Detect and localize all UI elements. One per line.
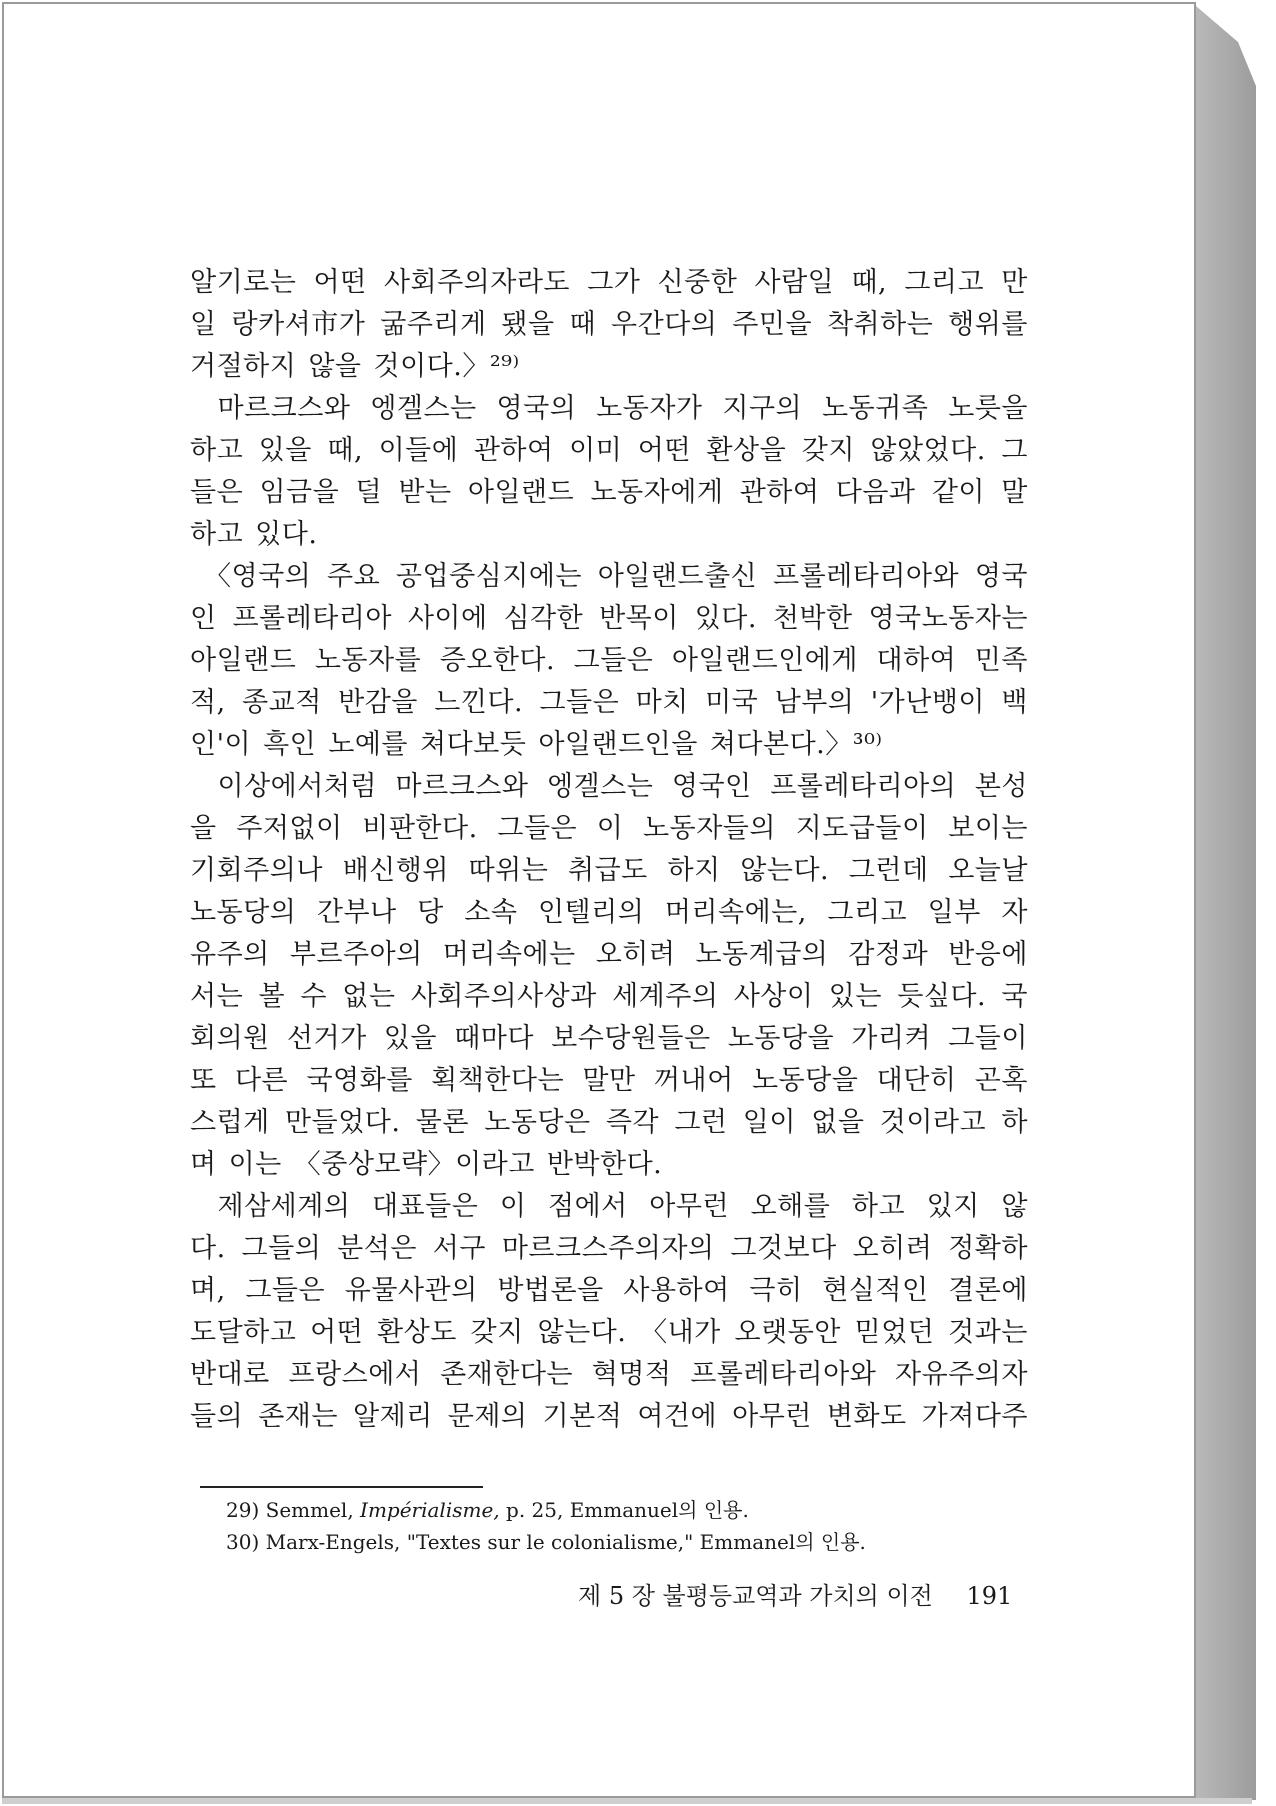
word: 미국 <box>705 687 759 718</box>
word: 아일랜드출신 <box>597 561 758 592</box>
word: 자유주의자 <box>895 1359 1028 1390</box>
word: 쳐다본다.〉³⁰⁾ <box>709 729 883 760</box>
word: 그리고 <box>827 897 908 928</box>
text-line <box>190 892 1028 934</box>
word: 사회주의사상과 <box>410 981 597 1012</box>
word: 관하여 <box>739 477 820 508</box>
text-line <box>190 976 1028 1018</box>
footnote-text: p. 25, Emmanuel의 인용. <box>506 1498 749 1522</box>
text-line <box>190 1354 1028 1396</box>
word: 민족 <box>974 645 1028 676</box>
word: 때, <box>851 267 888 298</box>
word: 일부 <box>927 897 981 928</box>
word: 꺼내어 <box>653 1065 734 1096</box>
word: 흑인 <box>263 729 317 760</box>
word: 이상에서처럼 <box>190 771 377 802</box>
word: 노동당의 <box>190 897 297 928</box>
word: 정확하 <box>948 1233 1028 1264</box>
word: 변화도 <box>826 1401 907 1432</box>
word: 주요 <box>327 561 381 592</box>
word: 없을 <box>811 1107 865 1138</box>
text-line <box>190 598 1028 640</box>
word: 노동계급의 <box>695 939 829 970</box>
word: 없는 <box>342 981 396 1012</box>
word: 듯싶다. <box>897 981 987 1012</box>
word: 사회주의자라도 <box>383 267 570 298</box>
word: 하 <box>1001 1107 1028 1138</box>
word: 만들었다. <box>285 1107 401 1138</box>
text-line <box>190 514 1028 556</box>
word: 을 <box>190 813 217 844</box>
word: 일이 <box>742 1107 796 1138</box>
word: 노동자들의 <box>643 813 776 844</box>
word: 않는다. <box>537 1317 627 1348</box>
word: 스럽게 <box>190 1107 270 1138</box>
word: 어떤 <box>313 267 367 298</box>
word: 것이다.〉²⁹⁾ <box>373 351 520 382</box>
word: 대표들은 <box>371 1191 479 1222</box>
word: 그들은 <box>245 1275 326 1306</box>
word: 않 <box>1001 1191 1028 1222</box>
word: 오히려 <box>595 939 676 970</box>
word: 인텔리의 <box>537 897 645 928</box>
word: 프롤레타리아 <box>232 603 392 634</box>
word: 주민을 <box>732 309 813 340</box>
word: 랑카셔市가 <box>231 309 366 340</box>
word: 관하여 <box>473 435 554 466</box>
word: 서구 <box>432 1233 486 1264</box>
footnote-number: 30) <box>226 1530 260 1554</box>
word: 이 <box>499 1191 527 1222</box>
word: 즉각 <box>605 1107 660 1138</box>
word: 대단히 <box>876 1065 957 1096</box>
word: 행위를 <box>948 309 1028 340</box>
word: 점에서 <box>547 1191 628 1222</box>
word: 현실적인 <box>822 1275 929 1306</box>
word: 그가 <box>587 267 641 298</box>
word: 남부의 <box>774 687 855 718</box>
word: 영국 <box>974 561 1028 592</box>
word: 노동당을 <box>727 1023 835 1054</box>
word: 그들이 <box>948 1023 1028 1054</box>
word: 다음과 <box>835 477 916 508</box>
text-line <box>190 262 1028 304</box>
word: 오늘날 <box>948 855 1028 886</box>
word: 사람일 <box>754 267 835 298</box>
word: 노동자에게 <box>590 477 724 508</box>
word: 보수당원들은 <box>551 1023 711 1054</box>
word: 엥겔스는 <box>370 393 477 424</box>
word: 그것보다 <box>730 1233 837 1264</box>
text-line <box>190 388 1028 430</box>
word: 아일랜드인에게 <box>671 645 858 676</box>
word: 주저없이 <box>236 813 343 844</box>
word: 하지 <box>667 855 721 886</box>
word: 있다. <box>255 519 318 550</box>
word: 일 <box>190 309 217 340</box>
word: 배신행위 <box>342 855 449 886</box>
word: 며, <box>190 1275 226 1306</box>
text-line <box>190 850 1028 892</box>
word: 문제의 <box>447 1401 528 1432</box>
word: 신중한 <box>657 267 738 298</box>
word: 다. <box>190 1233 226 1264</box>
word: 있지 <box>926 1191 980 1222</box>
word: 않았었다. <box>870 435 986 466</box>
word: 그들은 <box>497 813 578 844</box>
word: 반박한다. <box>546 1149 663 1180</box>
word: 노동당을 <box>752 1065 859 1096</box>
word: 다른 <box>234 1065 289 1096</box>
word: 자 <box>1001 897 1028 928</box>
word: 프롤레타리아와 <box>773 561 960 592</box>
word: 프롤레타리아와 <box>690 1359 877 1390</box>
word: 반감을 <box>338 687 418 718</box>
word: 물론 <box>415 1107 469 1138</box>
word: 것이라고 <box>879 1107 987 1138</box>
word: 가져다주 <box>921 1401 1028 1432</box>
word: 마르크스와 <box>395 771 529 802</box>
word: 노릇을 <box>948 393 1028 424</box>
word: 오랫동안 <box>734 1317 841 1348</box>
word: 종교적 <box>242 687 322 718</box>
word: 거절하지 <box>190 351 297 382</box>
word: 이들에 <box>378 435 459 466</box>
word: 선거가 <box>286 1023 367 1054</box>
word: 쳐다보듯 <box>420 729 527 760</box>
word: 오해를 <box>750 1191 831 1222</box>
word: 유주의 <box>190 939 270 970</box>
word: 〈내가 <box>640 1317 721 1348</box>
word: 머리속에는, <box>664 897 807 928</box>
word: 그들은 <box>539 687 620 718</box>
word: '가난뱅이 <box>870 687 985 718</box>
word: 심각한 <box>503 603 584 634</box>
footnotes <box>226 1494 866 1558</box>
word: 부르주아의 <box>289 939 423 970</box>
word: 이는 <box>228 1149 282 1180</box>
word: 알제리 <box>352 1401 433 1432</box>
word: 그들은 <box>573 645 654 676</box>
word: 결론에 <box>948 1275 1028 1306</box>
word: 머리속에는 <box>442 939 576 970</box>
word: 하고 <box>851 1191 906 1222</box>
word: 있을 <box>258 435 312 466</box>
text-line <box>190 430 1028 472</box>
word: 도달하고 <box>190 1317 297 1348</box>
word: 국영화를 <box>306 1065 413 1096</box>
word: 본성 <box>974 771 1028 802</box>
text-line <box>190 304 1028 346</box>
word: 가리켜 <box>851 1023 932 1054</box>
word: 사상이 <box>733 981 814 1012</box>
page-number: 191 <box>966 1582 1013 1610</box>
word: 극히 <box>749 1275 803 1306</box>
word: 유물사관의 <box>344 1275 478 1306</box>
word: 〈영국의 <box>190 561 312 592</box>
word: 느낀다. <box>434 687 524 718</box>
word: 소속 <box>464 897 518 928</box>
word: 마르크스와 <box>190 393 351 424</box>
word: 수 <box>300 981 327 1012</box>
word: 보이는 <box>948 813 1028 844</box>
word: 알기로는 <box>190 267 297 298</box>
footnote-number: 29) <box>226 1498 260 1522</box>
word: 비판한다. <box>362 813 478 844</box>
word: 어떤 <box>637 435 691 466</box>
word: 노동자를 <box>314 645 422 676</box>
footnote-text: Marx-Engels, "Textes sur le colonialisme," Emmanel의 인용. <box>265 1530 866 1554</box>
word: 국 <box>1001 981 1028 1012</box>
word: 엥겔스는 <box>547 771 654 802</box>
word: 증오한다. <box>439 645 556 676</box>
word: 존재는 <box>258 1401 338 1432</box>
word: 하고 <box>190 519 244 550</box>
word: 오히려 <box>852 1233 933 1264</box>
text-line <box>190 1228 1028 1270</box>
word: 갖지 <box>801 435 855 466</box>
word: 갖지 <box>470 1317 524 1348</box>
word: 들의 <box>190 1401 244 1432</box>
word: 말만 <box>582 1065 636 1096</box>
word: 대하여 <box>876 645 957 676</box>
word: 하고 <box>190 435 244 466</box>
text-line <box>190 1060 1028 1102</box>
text-line <box>190 1102 1028 1144</box>
word: 반대로 <box>190 1359 270 1390</box>
word: 사이에 <box>407 603 488 634</box>
word: 반목이 <box>599 603 679 634</box>
word: 않을 <box>308 351 362 382</box>
word: 마르크스주의자의 <box>501 1233 715 1264</box>
text-line <box>190 1186 1028 1228</box>
word: 반응에 <box>948 939 1028 970</box>
word: 있을 <box>383 1023 438 1054</box>
word: 분석은 <box>337 1233 417 1264</box>
word: 아무런 <box>649 1191 730 1222</box>
word: 존재한다는 <box>440 1359 574 1390</box>
word: 마치 <box>635 687 689 718</box>
word: 따위는 <box>468 855 549 886</box>
word: 획책한다는 <box>431 1065 565 1096</box>
word: 곤혹 <box>974 1065 1028 1096</box>
body-text <box>190 262 1028 1438</box>
word: 들은 <box>190 477 244 508</box>
word: 때, <box>327 435 364 466</box>
word: 받는 <box>398 477 452 508</box>
text-line <box>190 1018 1028 1060</box>
word: 볼 <box>258 981 286 1012</box>
word: 지구의 <box>722 393 803 424</box>
word: 회의원 <box>190 1023 270 1054</box>
word: 않는다. <box>740 855 830 886</box>
word: 인'이 <box>190 729 252 760</box>
word: 노동자가 <box>596 393 703 424</box>
word: 착취하는 <box>826 309 934 340</box>
text-line <box>190 1396 1028 1438</box>
word: 영국노동자는 <box>868 603 1028 634</box>
word: 인 <box>190 603 217 634</box>
word: 공업중심지에는 <box>395 561 582 592</box>
word: 굶주리게 <box>380 309 487 340</box>
running-footer <box>578 1576 1012 1611</box>
word: 영국인 <box>671 771 752 802</box>
word: 당 <box>417 897 444 928</box>
word: 그런데 <box>848 855 929 886</box>
footnote-text: Semmel, <box>265 1498 354 1522</box>
word: 프랑스에서 <box>288 1359 422 1390</box>
word: 또 <box>190 1065 217 1096</box>
word: 어떤 <box>310 1317 364 1348</box>
word: 노동당은 <box>484 1107 591 1138</box>
word: 혁명적 <box>591 1359 672 1390</box>
text-line <box>190 934 1028 976</box>
text-line <box>190 472 1028 514</box>
chapter-title: 불평등교역과 가치의 이전 <box>662 1582 933 1610</box>
word: 만 <box>1001 267 1028 298</box>
text-line <box>190 682 1028 724</box>
word: 말 <box>1001 477 1028 508</box>
text-line <box>190 1144 1028 1186</box>
word: 기본적 <box>542 1401 623 1432</box>
word: 때마다 <box>454 1023 534 1054</box>
word: 있다. <box>694 603 757 634</box>
word: 영국의 <box>496 393 577 424</box>
word: 제삼세계의 <box>190 1191 351 1222</box>
word: 임금을 <box>259 477 340 508</box>
word: 간부나 <box>316 897 397 928</box>
text-line <box>190 640 1028 682</box>
word: 백 <box>1001 687 1028 718</box>
word: 천박한 <box>772 603 853 634</box>
word: 〈중상모략〉이라고 <box>293 1149 535 1180</box>
word: 그리고 <box>904 267 985 298</box>
word: 여건에 <box>637 1401 718 1432</box>
word: 방법론을 <box>497 1275 604 1306</box>
text-line <box>190 766 1028 808</box>
page-edge-shadow <box>1196 6 1256 1800</box>
text-line <box>190 1270 1028 1312</box>
word: 며 <box>190 1149 217 1180</box>
word: 그런 <box>674 1107 728 1138</box>
text-line <box>190 808 1028 850</box>
word: 환상을 <box>706 435 787 466</box>
word: 서는 <box>190 981 244 1012</box>
word: 감정과 <box>848 939 929 970</box>
word: 노동귀족 <box>822 393 929 424</box>
word: 노예를 <box>328 729 409 760</box>
word: 같이 <box>931 477 985 508</box>
footnote-30 <box>226 1526 866 1558</box>
word: 적, <box>190 687 226 718</box>
word: 이 <box>596 813 624 844</box>
word: 아무런 <box>732 1401 812 1432</box>
word: 덜 <box>355 477 383 508</box>
text-line <box>190 724 1028 766</box>
word: 아일랜드 <box>190 645 297 676</box>
chapter-label: 제 5 장 <box>578 1582 655 1610</box>
word: 이미 <box>569 435 623 466</box>
footnote-rule <box>200 1486 483 1488</box>
word: 지도급들이 <box>795 813 929 844</box>
word: 세계주의 <box>612 981 719 1012</box>
word: 아일랜드 <box>467 477 575 508</box>
word: 있는 <box>828 981 882 1012</box>
word: 것과는 <box>948 1317 1028 1348</box>
word: 기회주의나 <box>190 855 323 886</box>
word: 프롤레타리아의 <box>770 771 957 802</box>
word: 됐을 <box>501 309 555 340</box>
text-line <box>190 556 1028 598</box>
word: 취급도 <box>568 855 648 886</box>
word: 그들의 <box>241 1233 322 1264</box>
text-line <box>190 1312 1028 1354</box>
word: 사용하여 <box>623 1275 730 1306</box>
word: 아일랜드인을 <box>538 729 698 760</box>
word: 믿었던 <box>854 1317 935 1348</box>
text-line <box>190 346 1028 388</box>
word: 때 <box>569 309 597 340</box>
page-bottom-edge <box>2 1798 1252 1804</box>
footnote-29 <box>226 1494 866 1526</box>
word: 우간다의 <box>611 309 718 340</box>
word: 그 <box>1001 435 1028 466</box>
word: 환상도 <box>377 1317 457 1348</box>
footnote-italic-title: Impérialisme, <box>360 1498 500 1522</box>
